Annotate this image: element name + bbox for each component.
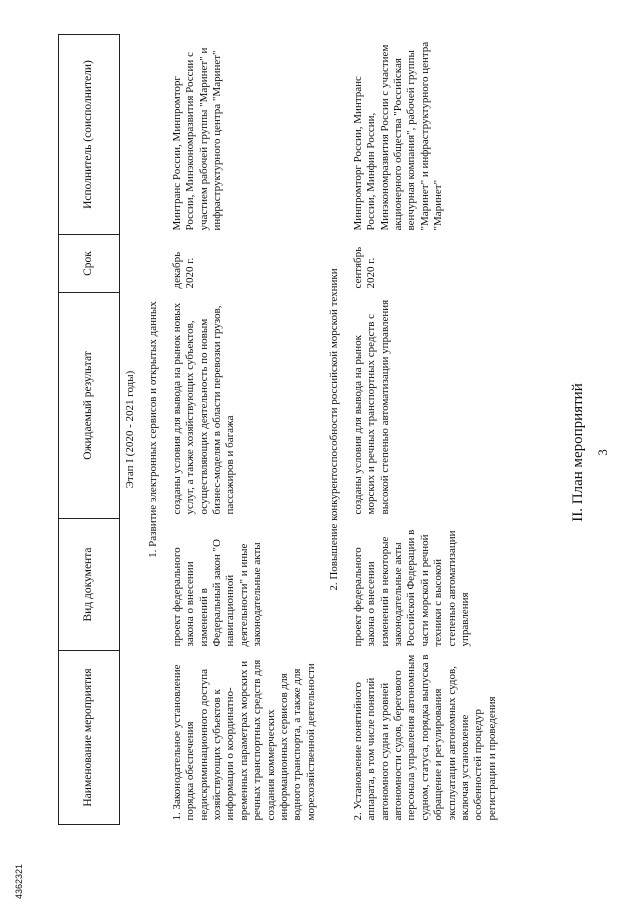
row1-name: 1. Законодательное установление порядка обеспечения недискриминационного доступа хозяйствующих субъектов к информации о координатно-временных параметрах морских и речных транспортных средств для создания коммерческих информационных сервисов для водного транспорта, а также для морехозяйственной деятельности — [170, 659, 317, 821]
stage-heading: Этап I (2020 - 2021 годы) — [124, 370, 136, 489]
document-id: 4362321 — [14, 863, 24, 899]
section-heading-2: 2. Повышение конкурентоспособности российской морской техники — [328, 268, 341, 591]
section-heading-1: 1. Развитие электронных сервисов и открытых данных — [147, 301, 160, 558]
page-number: 3 — [595, 449, 610, 456]
row1-deadline: декабрь 2020 г. — [170, 251, 197, 289]
row1-executor: Минтранс России, Минпромторг России, Минэкономразвития России с участием рабочей группы "Маринет" и инфраструктурного центра "Маринет" — [170, 47, 224, 231]
row2-doc-type: проект федерального закона о внесении изменений в некоторые законодательные акты Российской Федерации в части морской и речной техники с высокой степенью автоматизации управления — [351, 529, 471, 647]
plan-table — [58, 34, 505, 825]
header-deadline: Срок — [59, 235, 120, 293]
row1-doc-type: проект федерального закона о внесении изменений в Федеральный закон "О навигационной деятельности" и иные законодательные акты — [170, 539, 264, 647]
row1-result: созданы условия для вывода на рынок новых услуг, а также хозяйствующих субъектов, осуществляющих деятельность по новым бизнес-моделям в области перевозки грузов, пассажиров и багажа — [170, 302, 237, 515]
row2-executor: Минпромторг России, Минтранс России, Минфин России, Минэкономразвития России с участием акционерного общества "Российская венчурная компания", рабочей группы "Маринет" и инфраструктурного центра "Маринет" — [351, 41, 445, 231]
row2-deadline: сентябрь 2020 г. — [351, 246, 378, 289]
row2-result: созданы условия для вывода на рынок морских и речных транспортных средств с высокой степенью автоматизации управления — [351, 299, 391, 515]
table-row — [167, 35, 324, 825]
row2-name: 2. Установление понятийного аппарата, в том числе понятий автономного судна и уровней автономности судов, берегового персонала управления автономным судном, статуса, порядка выпуска в обращение и регулирования эксплуатации автономных судов, включая установление особенностей процедур регистрации и проведения — [351, 654, 498, 821]
header-executor: Исполнитель (соисполнители) — [59, 35, 120, 235]
page-title: II. План мероприятий — [570, 383, 586, 522]
header-doc-type: Вид документа — [59, 519, 120, 651]
table-row — [348, 35, 505, 825]
header-result: Ожидаемый результат — [59, 293, 120, 519]
header-name: Наименование мероприятия — [59, 651, 120, 825]
header-row — [59, 35, 120, 825]
